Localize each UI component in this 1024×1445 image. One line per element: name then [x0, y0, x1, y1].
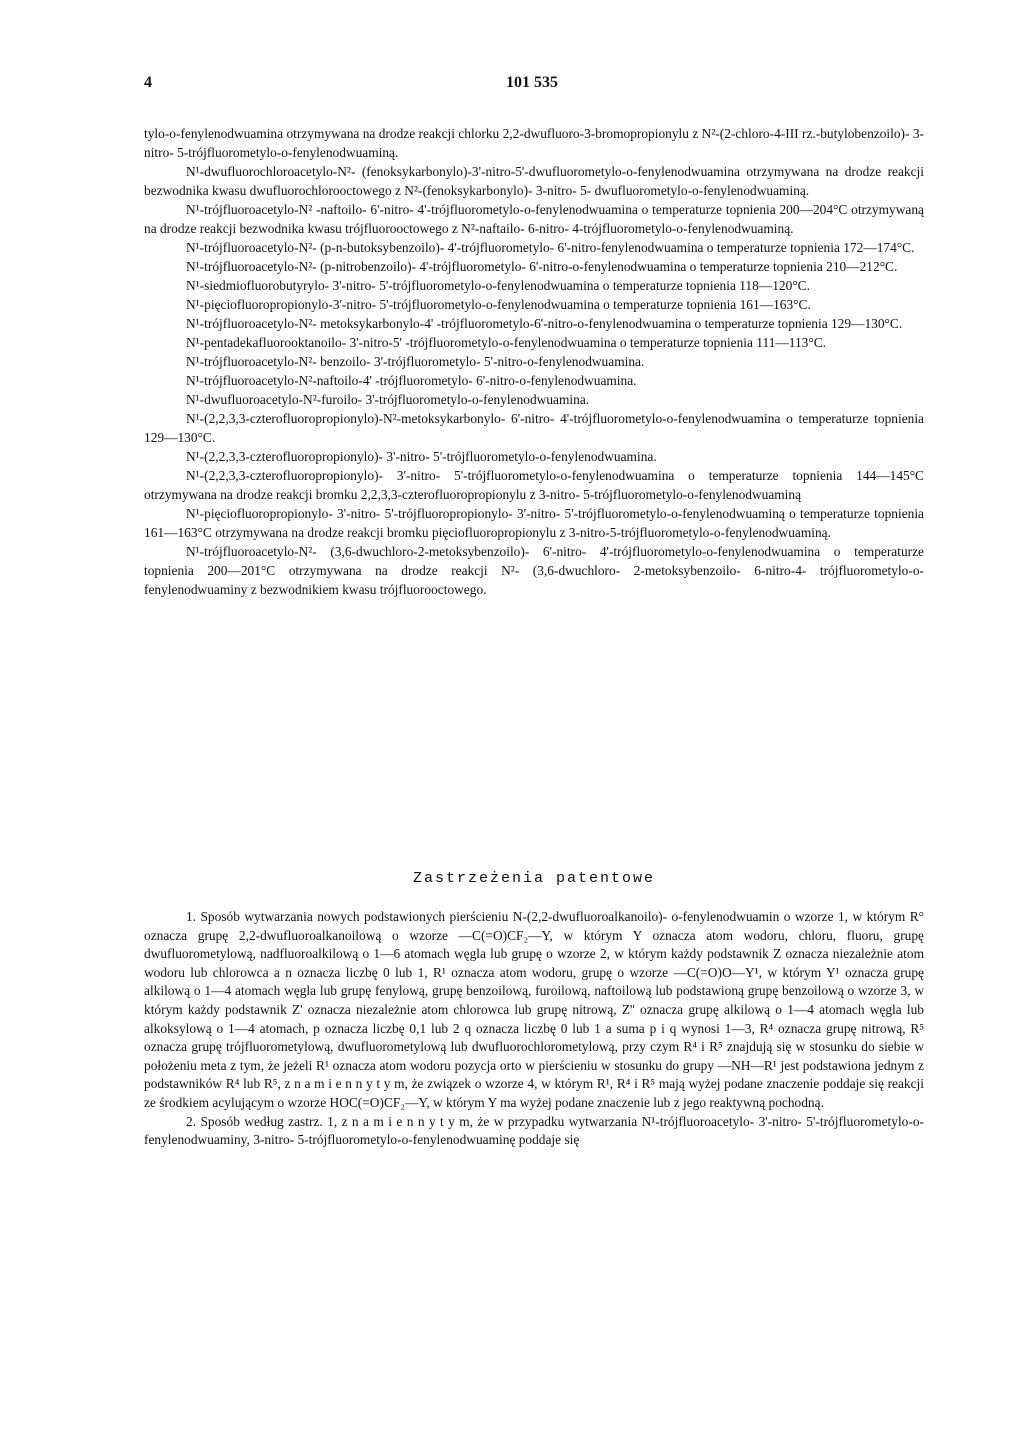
compound-list [144, 124, 924, 599]
compound-paragraph: N¹-pięciofluoropropionylo- 3'-nitro- 5'-trójfluoropropionylo- 3'-nitro- 5'-trójfluorometylo-o-fenylenodwuaminą o temperaturze topnienia 161—163°C otrzymywana na drodze reakcji bromku pięciofluoropropionylu z 3-nitro-5-trójfluorometylo-o-fenylenodwuaminą. [144, 506, 924, 540]
page-number: 4 [144, 74, 152, 91]
compound-paragraph: N¹-dwufluoroacetylo-N²-furoilo- 3'-trójfluorometylo-o-fenylenodwuamina. [186, 392, 590, 407]
compound-paragraph: N¹-pentadekafluorooktanoilo- 3'-nitro-5' -trójfluorometylo-o-fenylenodwuamina o temperaturze topnienia 111—113°C. [186, 335, 827, 350]
compound-paragraph: N¹-siedmiofluorobutyrylo- 3'-nitro- 5'-trójfluorometylo-o-fenylenodwuamina o temperaturze topnienia 118—120°C. [186, 278, 810, 293]
compound-paragraph: N¹-trójfluoroacetylo-N²- (3,6-dwuchloro-2-metoksybenzoilo)- 6'-nitro- 4'-trójfluorometylo-o-fenylenodwuamina o temperaturze topnienia 200—201°C otrzymywana na drodze reakcji N²- (3,6-dwuchloro- 2-metoksybenzoilo- 6-nitro-4- trójfluorometylo-o-fenylenodwuaminy z bezwodnikiem kwasu trójfluorooctowego. [144, 544, 924, 597]
compound-paragraph: N¹-trójfluoroacetylo-N²- (p-nitrobenzoilo)- 4'-trójfluorometylo- 6'-nitro-o-fenylenodwuamina o temperaturze topnienia 210—212°C. [186, 259, 898, 274]
compound-paragraph: N¹-trójfluoroacetylo-N²-naftoilo-4' -trójfluorometylo- 6'-nitro-o-fenylenodwuamina. [186, 373, 637, 388]
compound-paragraph: N¹-trójfluoroacetylo-N²- benzoilo- 3'-trójfluorometylo- 5'-nitro-o-fenylenodwuamina. [186, 354, 645, 369]
compound-paragraph: tylo-o-fenylenodwuamina otrzymywana na drodze reakcji chlorku 2,2-dwufluoro-3-bromopropionylu z N²-(2-chloro-4-III rz.-butylobenzoilo)- 3-nitro- 5-trójfluorometylo-o-fenylenodwuaminą. [144, 126, 924, 160]
compound-paragraph: N¹-(2,2,3,3-czterofluoropropionylo)-N²-metoksykarbonylo- 6'-nitro- 4'-trójfluorometylo-o-fenylenodwuamina o temperaturze topnienia 129—130°C. [144, 411, 924, 445]
claims-list [144, 908, 924, 1150]
patent-number: 101 535 [506, 74, 558, 91]
page-header [144, 74, 924, 98]
compound-paragraph: N¹-(2,2,3,3-czterofluoropropionylo)- 3'-nitro- 5'-trójfluorometylo-o-fenylenodwuamina o temperaturze topnienia 144—145°C otrzymywana na drodze reakcji bromku 2,2,3,3-czterofluoropropionylu z 3-nitro- 5-trójfluorometylo-o-fenylenodwuaminą [144, 468, 924, 502]
compound-paragraph: N¹-dwufluorochloroacetylo-N²- (fenoksykarbonylo)-3'-nitro-5'-dwufluorometylo-o-fenylenodwuamina otrzymywana na drodze reakcji bezwodnika kwasu dwufluorochlorooctowego z N²-(fenoksykarbonylo)- 3-nitro- 5- dwufluorometylo-o-fenylenodwuaminą. [144, 164, 924, 198]
compound-paragraph: N¹-pięciofluoropropionylo-3'-nitro- 5'-trójfluorometylo-o-fenylenodwuamina o temperaturze topnienia 161—163°C. [186, 297, 811, 312]
compound-paragraph: N¹-trójfluoroacetylo-N²- metoksykarbonylo-4' -trójfluorometylo-6'-nitro-o-fenylenodwuamina o temperaturze topnienia 129—130°C. [186, 316, 903, 331]
compound-paragraph: N¹-trójfluoroacetylo-N²- (p-n-butoksybenzoilo)- 4'-trójfluorometylo- 6'-nitro-fenylenodwuamina o temperaturze topnienia 172—174°C. [186, 240, 915, 255]
compound-paragraph: N¹-trójfluoroacetylo-N² -naftoilo- 6'-nitro- 4'-trójfluorometylo-o-fenylenodwuamina o temperaturze topnienia 200—204°C otrzymywaną na drodze reakcji bezwodnika kwasu trójfluorooctowego z N²-naftailo- 6-nitro- 4-trójfluorometylo-o-fenylenodwuaminą. [144, 202, 924, 236]
claim-paragraph: 2. Sposób według zastrz. 1, z n a m i e n n y t y m, że w przypadku wytwarzania N¹-trójfluoroacetylo- 3'-nitro- 5'-trójfluorometylo-o-fenylenodwuaminy, 3-nitro- 5-trójfluorometylo-o-fenylenodwuaminę poddaje się [144, 1113, 924, 1148]
claims-section-title: Zastrzeżenia patentowe [412, 870, 656, 887]
compound-paragraph: N¹-(2,2,3,3-czterofluoropropionylo)- 3'-nitro- 5'-trójfluorometylo-o-fenylenodwuamina. [186, 449, 657, 464]
claim-paragraph: 1. Sposób wytwarzania nowych podstawionych pierścieniu N-(2,2-dwufluoroalkanoilo)- o-fenylenodwuamin o wzorze 1, w którym R° oznacza grupę 2,2-dwufluoroalkanoilową o wzorze —C(=O)CF₂—Y, w którym Y oznacza atom wodoru, chloru, fluoru, grupę dwufluorometylową, nadfluoroalkilową o 1—6 atomach węgla lub grupę o wzorze 2, w którym każdy podstawnik Z oznacza niezależnie atom wodoru lub chlorowca a n oznacza liczbę 0 lub 1, R¹ oznacza atom wodoru, grupę o wzorze —C(=O)O—Y¹, w którym Y¹ oznacza grupę alkilową o 1—4 atomach węgla lub grupę fenylową, grupę benzoilową, furoilową, naftoilową lub podstawioną grupę benzoilową o wzorze 3, w którym każdy podstawnik Z' oznacza niezależnie atom chlorowca lub grupę nitrową, Z'' oznacza grupę alkilową o 1—4 atomach węgla lub alkoksylową o 1—4 atomach, p oznacza liczbę 0,1 lub 2 q oznacza liczbę 0 lub 1 a suma p i q wynosi 1—3, R⁴ oznacza grupę nitrową, R⁵ oznacza grupę trójfluorometylową, dwufluorometylową lub dwufluorochlorometylową, przy czym R⁴ i R⁵ znajdują się w stosunku do siebie w położeniu meta z tym, że jeżeli R¹ oznacza atom wodoru pozycja orto w pierścieniu w stosunku do grupy —NH—R¹ jest podstawiona jednym z podstawników R⁴ lub R⁵, z n a m i e n n y t y m, że związek o wzorze 4, w którym R¹, R⁴ i R⁵ mają wyżej podane znaczenie poddaje się reakcji ze środkiem acylującym o wzorze HOC(=O)CF₂—Y, w którym Y ma wyżej podane znaczenie lub z jego reaktywną pochodną. [144, 909, 924, 1110]
